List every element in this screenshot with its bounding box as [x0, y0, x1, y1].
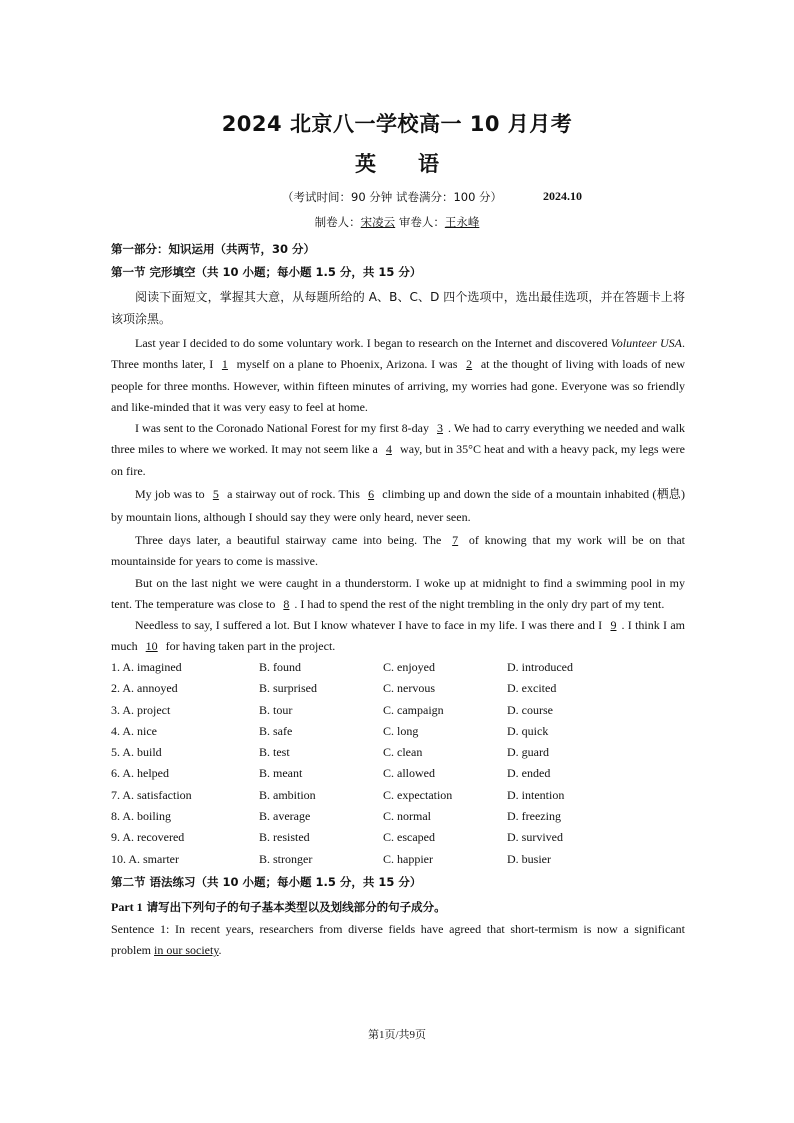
- options-row: [111, 703, 685, 721]
- blank-5: 5: [212, 487, 219, 501]
- passage-text: . We had to carry everything we needed and walk three miles to where we worked. It may not seem like a: [111, 421, 686, 457]
- exam-title: 2024 北京八一学校高一 10 月月考: [221, 112, 573, 136]
- option-b: B. found: [259, 660, 301, 674]
- passage-paragraph-5: [111, 573, 685, 616]
- option-a: 9. A. recovered: [111, 830, 185, 844]
- option-a: 3. A. project: [111, 703, 171, 717]
- option-c: C. nervous: [383, 681, 435, 695]
- option-c: C. normal: [383, 809, 431, 823]
- part1-instruction: [111, 899, 446, 915]
- passage-paragraph-2: [111, 418, 685, 482]
- exam-date: 2024.10: [543, 189, 582, 203]
- option-a: 7. A. satisfaction: [111, 788, 192, 802]
- option-a: 10. A. smarter: [111, 852, 179, 866]
- option-a: 4. A. nice: [111, 724, 157, 738]
- passage-paragraph-1: [111, 333, 685, 418]
- exam-time-info: （考试时间：90 分钟 试卷满分：100 分）: [282, 190, 503, 204]
- options-row: [111, 660, 685, 678]
- passage-text: My job was to: [135, 487, 208, 501]
- instruction-text: 阅读下面短文，掌握其大意，从每题所给的 A、B、C、D 四个选项中，选出最佳选项，并在答题卡上将该项涂黑。: [111, 290, 685, 326]
- blank-8: 8: [283, 597, 290, 612]
- option-b: B. tour: [259, 703, 293, 717]
- option-d: D. excited: [507, 681, 557, 695]
- option-d: D. busier: [507, 852, 551, 866]
- option-b: B. surprised: [259, 681, 317, 695]
- blank-1: 1: [221, 357, 228, 372]
- passage-text: Last year I decided to do some voluntary work. I began to research on the Internet and discovered: [135, 336, 611, 350]
- subject-title: 英语: [355, 152, 481, 176]
- options-row: [111, 745, 685, 763]
- option-c: C. expectation: [383, 788, 453, 802]
- option-b: B. stronger: [259, 852, 313, 866]
- passage-text: myself on a plane to Phoenix, Arizona. I was: [232, 357, 462, 372]
- passage-text: . I had to spend the rest of the night trembling in the only dry part of my tent.: [294, 597, 665, 612]
- option-a: 5. A. build: [111, 745, 162, 759]
- options-row: [111, 724, 685, 742]
- blank-9: 9: [610, 618, 617, 632]
- author-reviewer: 王永峰: [444, 215, 480, 229]
- option-a: 1. A. imagined: [111, 660, 182, 674]
- passage-text: for having taken part in the project.: [162, 639, 336, 654]
- passage-paragraph-3: [111, 483, 685, 529]
- sentence-1: [111, 919, 685, 962]
- option-c: C. long: [383, 724, 419, 738]
- passage-text: But on the last night we were caught in a thunderstorm. I woke up at midnight to find a swimming pool in my tent. The temperature was close to: [111, 576, 685, 612]
- passage-paragraph-6: [111, 615, 685, 658]
- part-label: Part 1: [111, 900, 143, 914]
- option-d: D. freezing: [507, 809, 561, 823]
- section2-heading: 第二节 语法练习（共 10 小题；每小题 1.5 分，共 15 分）: [111, 875, 422, 889]
- author-maker: 宋凌云: [360, 215, 396, 229]
- passage-text: I was sent to the Coronado National Forest for my first 8-day: [135, 421, 432, 435]
- blank-2: 2: [466, 357, 473, 372]
- option-b: B. meant: [259, 766, 303, 780]
- option-b: B. resisted: [259, 830, 310, 844]
- authors-line: [0, 214, 794, 230]
- passage-text: Needless to say, I suffered a lot. But I know whatever I have to face in my life. I was there and I: [135, 618, 606, 632]
- blank-6: 6: [368, 487, 375, 501]
- option-b: B. test: [259, 745, 290, 759]
- option-c: C. happier: [383, 852, 433, 866]
- passage-text: of knowing that my work will be on that mountainside for years to come is massive.: [111, 533, 685, 569]
- blank-4: 4: [385, 442, 392, 457]
- options-row: [111, 788, 685, 806]
- option-c: C. clean: [383, 745, 423, 759]
- authors-prefix: 制卷人：: [314, 215, 361, 229]
- option-c: C. enjoyed: [383, 660, 435, 674]
- option-d: D. survived: [507, 830, 563, 844]
- option-c: C. campaign: [383, 703, 444, 717]
- option-a: 8. A. boiling: [111, 809, 172, 823]
- option-b: B. ambition: [259, 788, 316, 802]
- option-b: B. average: [259, 809, 311, 823]
- passage-text: a stairway out of rock. This: [223, 487, 364, 501]
- blank-10: 10: [145, 639, 158, 654]
- page-number: 第1页/共9页: [367, 1029, 427, 1041]
- blank-7: 7: [452, 533, 459, 547]
- part1-heading: 第一部分：知识运用（共两节，30 分）: [111, 242, 316, 256]
- options-row: [111, 766, 685, 784]
- passage-text: Three days later, a beautiful stairway came into being. The: [135, 533, 448, 547]
- option-c: C. allowed: [383, 766, 435, 780]
- passage-text: climbing up and down the side of a mountain inhabited (栖息) by mountain lions, although I should say they were only heard, never seen.: [111, 487, 686, 524]
- part-instruction-text: 请写出下列句子的句子基本类型以及划线部分的句子成分。: [142, 900, 446, 914]
- options-row: [111, 852, 685, 870]
- passage-text: . Three months later, I: [111, 336, 685, 372]
- option-a: 2. A. annoyed: [111, 681, 178, 695]
- option-d: D. introduced: [507, 660, 573, 674]
- passage-paragraph-4: [111, 530, 685, 573]
- option-d: D. quick: [507, 724, 549, 738]
- option-a: 6. A. helped: [111, 766, 169, 780]
- option-d: D. ended: [507, 766, 551, 780]
- passage-italic: Volunteer USA: [610, 336, 682, 350]
- options-row: [111, 809, 685, 827]
- sentence-text: Sentence 1: In recent years, researchers from diverse fields have agreed that short-termism is now a significant problem: [111, 922, 685, 958]
- underlined-phrase: in our society: [154, 943, 219, 958]
- instruction-paragraph: [111, 286, 685, 330]
- authors-mid: 审卷人：: [395, 215, 445, 229]
- sentence-text: .: [218, 943, 222, 958]
- option-d: D. intention: [507, 788, 565, 802]
- options-row: [111, 830, 685, 848]
- blank-3: 3: [437, 421, 443, 435]
- option-c: C. escaped: [383, 830, 435, 844]
- passage-text: . I think I am much: [111, 618, 685, 654]
- option-b: B. safe: [259, 724, 293, 738]
- option-d: D. guard: [507, 745, 549, 759]
- passage-text: at the thought of living with loads of new people for three months. However, within fifteen minutes of arriving, my worries had gone. Everyone was so friendly and like-minded that it was very easy to feel at home.: [111, 357, 685, 414]
- passage-text: way, but in 35°C heat and with a heavy pack, my legs were on fire.: [111, 442, 685, 478]
- options-row: [111, 681, 685, 699]
- option-d: D. course: [507, 703, 553, 717]
- section1-heading: 第一节 完形填空（共 10 小题；每小题 1.5 分，共 15 分）: [111, 265, 422, 279]
